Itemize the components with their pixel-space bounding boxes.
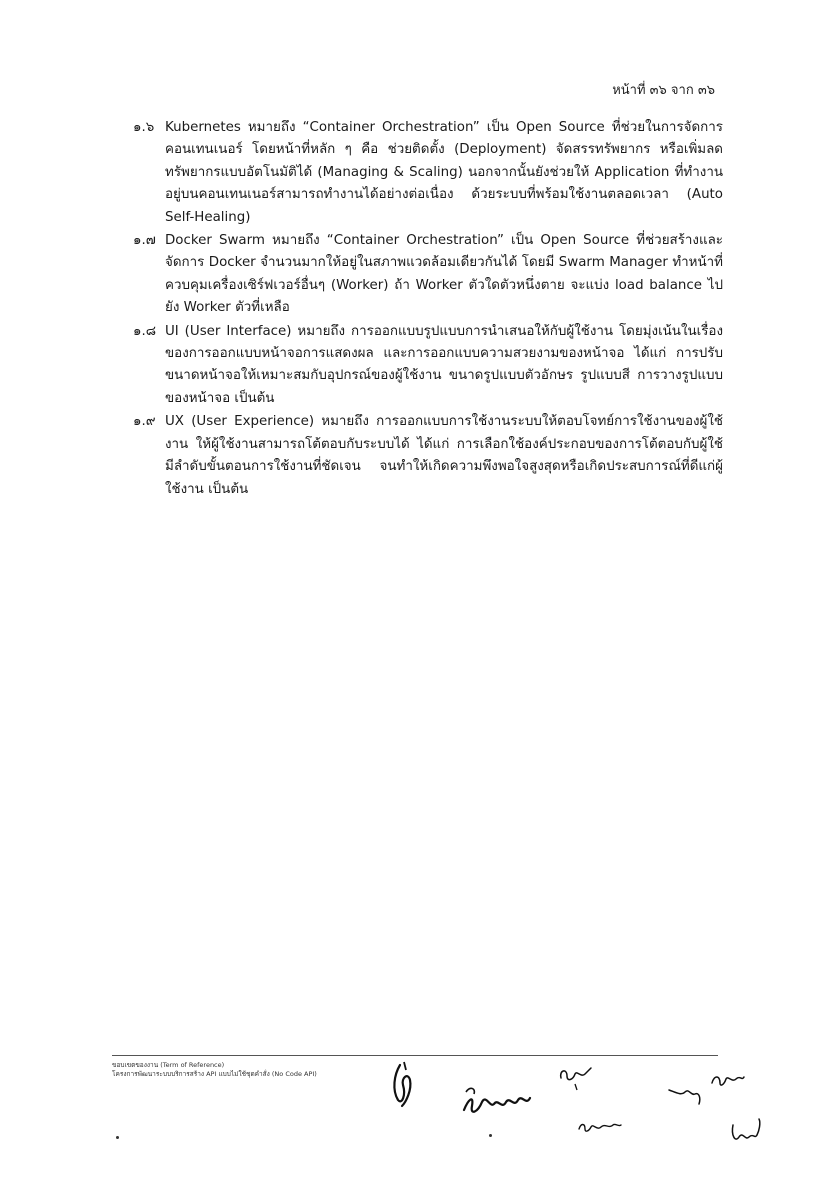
page-number: หน้าที่ ๓๖ จาก ๓๖ — [612, 83, 715, 98]
signature-6 — [708, 1065, 748, 1095]
item-text: UI (User Interface) หมายถึง การออกแบบรูปแบบการนำเสนอให้กับผู้ใช้งาน โดยมุ่งเน้นในเรื่องของการออกแบบหน้าจอการแสดงผล และการออกแบบความสวยงามของหน้าจอ ได้แก่ การปรับขนาดหน้าจอให้เหมาะสมกับอุปกรณ์ของผู้ใช้งาน ขนาดรูปแบบตัวอักษร รูปแบบสี การวางรูปแบบของหน้าจอ เป็นต้น — [165, 323, 723, 406]
item-number: ๑.๙ — [133, 414, 156, 430]
list-item — [133, 117, 723, 229]
signature-3 — [555, 1064, 595, 1094]
list-item — [133, 230, 723, 320]
footer-line-2: โครงการพัฒนาระบบบริการสร้าง API แบบไม่ใช้ชุดคำสั่ง (No Code API) — [112, 1070, 317, 1078]
footer-divider — [112, 1055, 718, 1056]
signature-2 — [460, 1082, 540, 1122]
item-number: ๑.๖ — [133, 120, 155, 135]
scan-mark — [116, 1136, 119, 1139]
signature-5 — [665, 1080, 705, 1110]
item-text: Docker Swarm หมายถึง “Container Orchestration” เป็น Open Source ที่ช่วยสร้างและจัดการ Docker จำนวนมากให้อยู่ในสภาพแวดล้อมเดียวกันได้ โดยมี Swarm Manager ทำหน้าที่ควบคุมเครื่องเซิร์ฟเวอร์อื่นๆ (Worker) ถ้า Worker ตัวใดตัวหนึ่งตาย จะแบ่ง load balance ไปยัง Worker ตัวที่เหลือ — [165, 233, 723, 316]
signature-1 — [388, 1060, 418, 1110]
item-number: ๑.๗ — [133, 233, 156, 249]
signature-4 — [575, 1115, 625, 1140]
scan-mark — [489, 1134, 492, 1137]
list-item — [133, 411, 723, 501]
item-text: Kubernetes หมายถึง “Container Orchestration” เป็น Open Source ที่ช่วยในการจัดการคอนเทนเนอร์ โดยหน้าที่หลัก ๆ คือ ช่วยติดตั้ง (Deployment) จัดสรรทรัพยากร หรือเพิ่มลดทรัพยากรแบบอัตโนมัติได้ (Managing & Scaling) นอกจากนั้นยังช่วยให้ Application ที่ทำงานอยู่บนคอนเทนเนอร์สามารถทำงานได้อย่างต่อเนื่อง ด้วยระบบที่พร้อมใช้งานตลอดเวลา (Auto Self-Healing) — [165, 120, 723, 225]
definitions-list — [133, 117, 723, 502]
item-number: ๑.๘ — [133, 323, 157, 339]
signature-7 — [727, 1115, 767, 1150]
list-item — [133, 321, 723, 411]
item-text: UX (User Experience) หมายถึง การออกแบบการใช้งานระบบให้ตอบโจทย์การใช้งานของผู้ใช้งาน ให้ผู้ใช้งานสามารถโต้ตอบกับระบบได้ ได้แก่ การเลือกใช้องค์ประกอบของการโต้ตอบกับผู้ใช้ มีลำดับขั้นตอนการใช้งานที่ชัดเจน จนทำให้เกิดความพึงพอใจสูงสุดหรือเกิดประสบการณ์ที่ดีแก่ผู้ใช้งาน เป็นต้น — [165, 414, 723, 497]
signature-area — [0, 1060, 833, 1185]
footer-line-1: ขอบเขตของงาน (Term of Reference) — [112, 1061, 225, 1069]
